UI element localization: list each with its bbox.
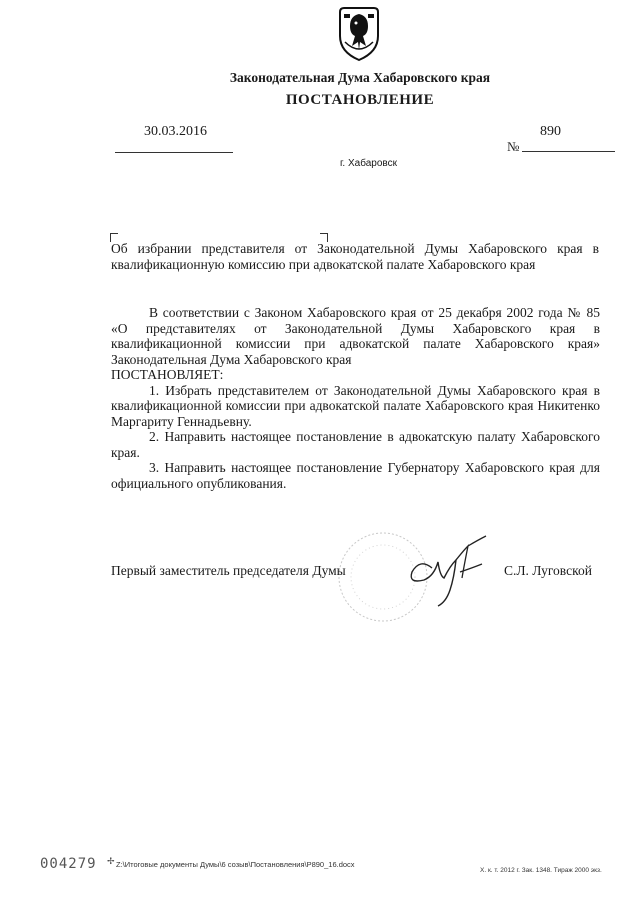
serial-number: 004279 bbox=[40, 856, 97, 872]
city-label: г. Хабаровск bbox=[340, 158, 397, 169]
print-info: Х. к. т. 2012 г. Зак. 1348. Тираж 2000 экз. bbox=[480, 867, 602, 874]
document-body bbox=[111, 305, 600, 491]
number-underline bbox=[522, 151, 615, 152]
file-path: Z:\Итоговые документы Думы\6 созыв\Постановления\P890_16.docx bbox=[116, 860, 355, 869]
resolves-label: ПОСТАНОВЛЯЕТ: bbox=[111, 367, 224, 382]
handwritten-signature-icon bbox=[398, 532, 498, 610]
document-type: ПОСТАНОВЛЕНИЕ bbox=[285, 92, 435, 108]
footer-mark-icon: ✢ bbox=[107, 856, 115, 866]
document-number: 890 bbox=[540, 124, 561, 139]
signer-name: С.Л. Луговской bbox=[504, 563, 592, 578]
document-date: 30.03.2016 bbox=[144, 124, 207, 139]
signer-position: Первый заместитель председателя Думы bbox=[111, 563, 346, 578]
body-item-1: 1. Избрать представителем от Законодательной Думы Хабаровского края в квалификационной комиссии при адвокатской палате Хабаровского края Никитенко Маргариту Геннадьевну. bbox=[111, 382, 600, 429]
body-item-3: 3. Направить настоящее постановление Губернатору Хабаровского края для официального опубликования. bbox=[111, 460, 600, 491]
number-sign: № bbox=[507, 139, 520, 154]
preamble-paragraph: В соответствии с Законом Хабаровского края от 25 декабря 2002 года № 85 «О представителях от Законодательной Думы Хабаровского края в квалификационной комиссии при адвокатской палате Хабаровского края» Законодательная Дума Хабаровского края bbox=[111, 305, 600, 367]
coat-of-arms-icon bbox=[336, 6, 382, 62]
date-underline bbox=[115, 152, 233, 153]
body-item-2: 2. Направить настоящее постановление в адвокатскую палату Хабаровского края. bbox=[111, 429, 600, 460]
issuer-name: Законодательная Дума Хабаровского края bbox=[229, 70, 491, 85]
document-title: Об избрании представителя от Законодательной Думы Хабаровского края в квалификационную комиссию при адвокатской палате Хабаровского края bbox=[111, 241, 599, 272]
